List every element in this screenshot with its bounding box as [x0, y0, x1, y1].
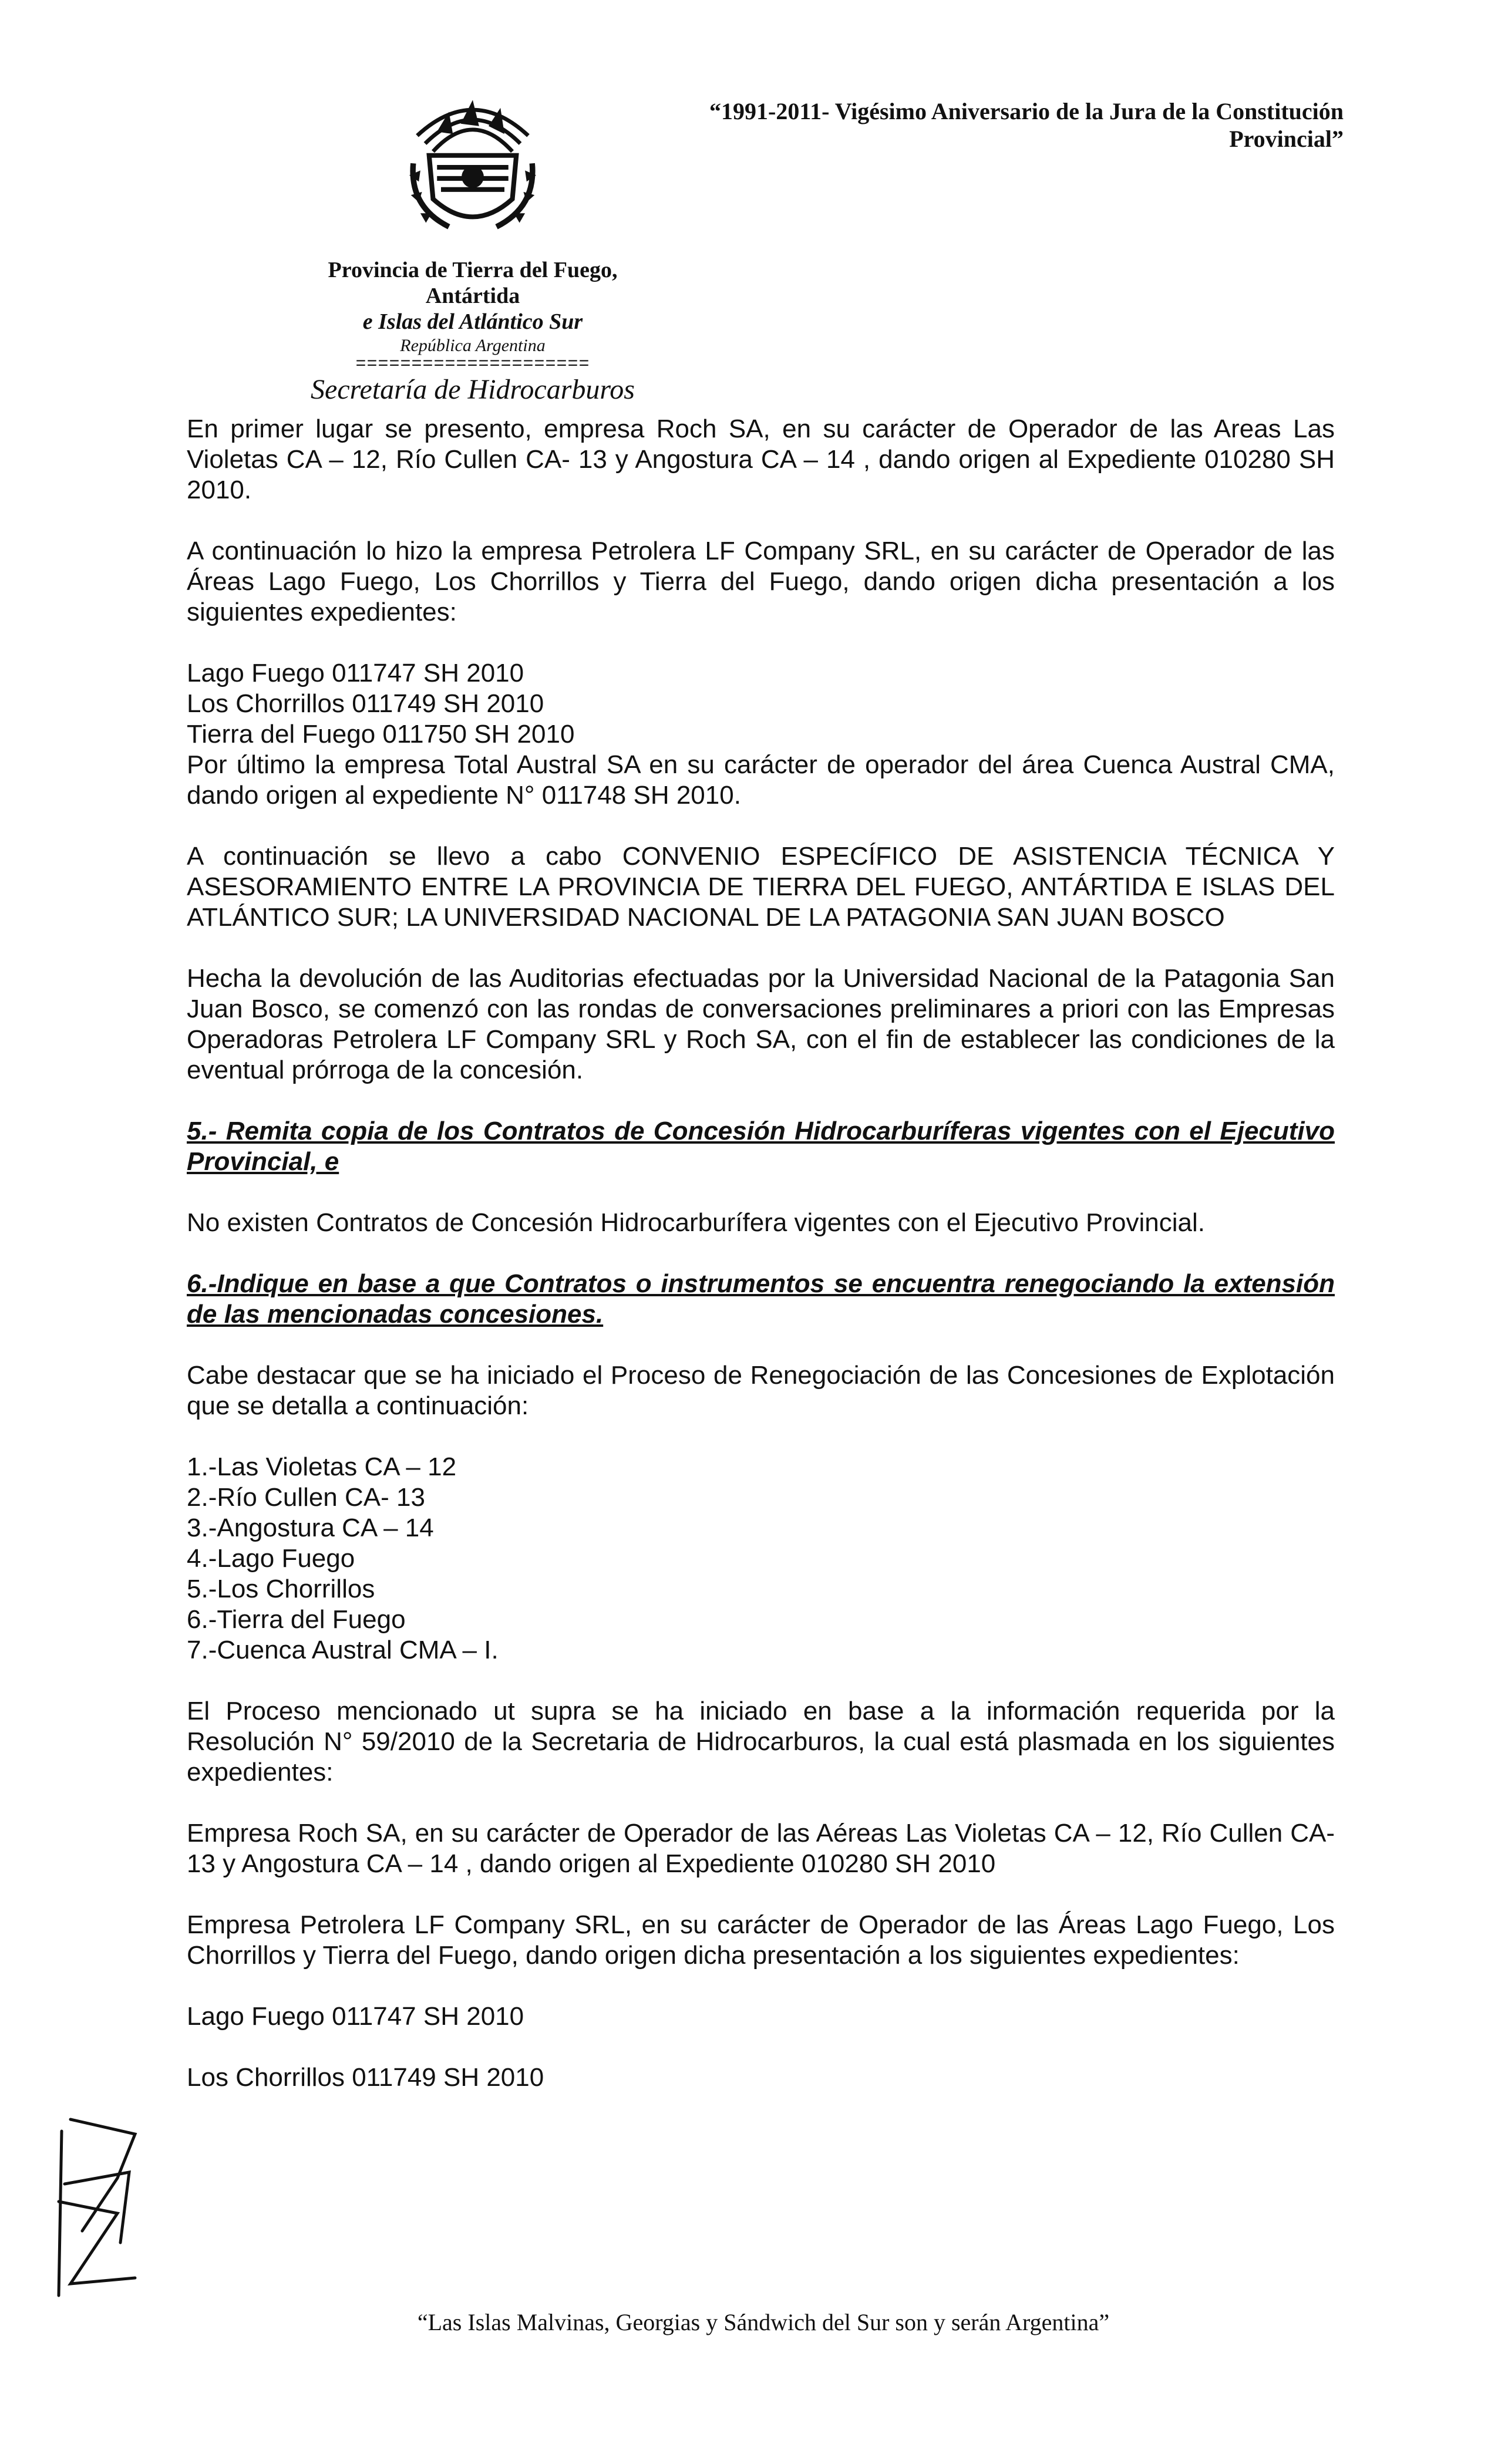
heading-question-5: 5.- Remita copia de los Contratos de Concesión Hidrocarburíferas vigentes con el Ejecutivo Provincial, e	[187, 1117, 1335, 1176]
paragraph-total-austral: Por último la empresa Total Austral SA en su carácter de operador del área Cuenca Austral CMA, dando origen al expediente N° 011748 SH 2010.	[187, 750, 1335, 810]
list-item: 4.-Lago Fuego	[187, 1544, 355, 1573]
document-body	[187, 414, 1335, 2093]
list-item: 6.-Tierra del Fuego	[187, 1605, 406, 1634]
paragraph-renegociacion: Cabe destacar que se ha iniciado el Proceso de Renegociación de las Concesiones de Explotación que se detalla a continuación:	[187, 1361, 1335, 1420]
paragraph-proceso: El Proceso mencionado ut supra se ha iniciado en base a la información requerida por la Resolución N° 59/2010 de la Secretaria de Hidrocarburos, la cual está plasmada en los siguientes expedientes:	[187, 1697, 1335, 1787]
expediente-los-chorrillos: Los Chorrillos 011749 SH 2010	[187, 689, 544, 718]
paragraph-auditorias: Hecha la devolución de las Auditorias efectuadas por la Universidad Nacional de la Patagonia San Juan Bosco, se comenzó con las rondas de conversaciones preliminares a priori con las Empresas Operadoras Petrolera LF Company SRL y Roch SA, con el fin de establecer las condiciones de la eventual prórroga de la concesión.	[187, 964, 1335, 1084]
letterhead-province: Provincia de Tierra del Fuego, Antártida	[328, 258, 618, 308]
expediente-lago-fuego: Lago Fuego 011747 SH 2010	[187, 659, 524, 687]
paragraph-roch: En primer lugar se presento, empresa Roch SA, en su carácter de Operador de las Areas Las Violetas CA – 12, Río Cullen CA- 13 y Angostura CA – 14 , dando origen al Expediente 010280 SH 2010.	[187, 414, 1335, 504]
list-item: 2.-Río Cullen CA- 13	[187, 1483, 425, 1512]
paragraph-convenio: A continuación se llevo a cabo CONVENIO ESPECÍFICO DE ASISTENCIA TÉCNICA Y ASESORAMIENTO ENTRE LA PROVINCIA DE TIERRA DEL FUEGO, ANTÁRTIDA E ISLAS DEL ATLÁNTICO SUR; LA UNIVERSIDAD NACIONAL DE LA PATAGONIA SAN JUAN BOSCO	[187, 842, 1335, 932]
handwritten-initials-signature	[47, 2108, 147, 2301]
paragraph-empresa-roch: Empresa Roch SA, en su carácter de Operador de las Aéreas Las Violetas CA – 12, Río Cullen CA- 13 y Angostura CA – 14 , dando origen al Expediente 010280 SH 2010	[187, 1819, 1335, 1878]
expediente-lago-fuego-2: Lago Fuego 011747 SH 2010	[187, 2002, 524, 2031]
provincial-crest-logo	[393, 88, 552, 247]
letterhead-separator: =====================	[355, 355, 590, 375]
letterhead-secretaria: Secretaría de Hidrocarburos	[311, 374, 635, 405]
letterhead-country: República Argentina	[400, 336, 546, 355]
expediente-los-chorrillos-2: Los Chorrillos 011749 SH 2010	[187, 2063, 544, 2092]
footer-quote: “Las Islas Malvinas, Georgias y Sándwich del Sur son y serán Argentina”	[417, 2309, 1110, 2335]
paragraph-empresa-lf: Empresa Petrolera LF Company SRL, en su carácter de Operador de las Áreas Lago Fuego, Los Chorrillos y Tierra del Fuego, dando origen dicha presentación a los siguientes expedientes:	[187, 1910, 1335, 1970]
letterhead-islands: e Islas del Atlántico Sur	[362, 309, 583, 334]
list-item: 5.-Los Chorrillos	[187, 1575, 375, 1603]
heading-question-6: 6.-Indique en base a que Contratos o instrumentos se encuentra renegociando la extensión de las mencionadas concesiones.	[187, 1269, 1335, 1329]
list-item: 7.-Cuenca Austral CMA – I.	[187, 1636, 499, 1664]
paragraph-no-contratos: No existen Contratos de Concesión Hidrocarburífera vigentes con el Ejecutivo Provincial.	[187, 1208, 1205, 1237]
concesiones-list	[187, 1452, 1335, 1666]
paragraph-lf-company: A continuación lo hizo la empresa Petrolera LF Company SRL, en su carácter de Operador de las Áreas Lago Fuego, Los Chorrillos y Tierra del Fuego, dando origen dicha presentación a los siguientes expedientes:	[187, 537, 1335, 626]
letterhead	[297, 88, 649, 407]
list-item: 3.-Angostura CA – 14	[187, 1514, 434, 1542]
list-item: 1.-Las Violetas CA – 12	[187, 1452, 457, 1481]
expediente-tierra-del-fuego: Tierra del Fuego 011750 SH 2010	[187, 720, 575, 749]
header-quote: “1991-2011- Vigésimo Aniversario de la Jura de la Constitución Provincial”	[709, 98, 1344, 152]
